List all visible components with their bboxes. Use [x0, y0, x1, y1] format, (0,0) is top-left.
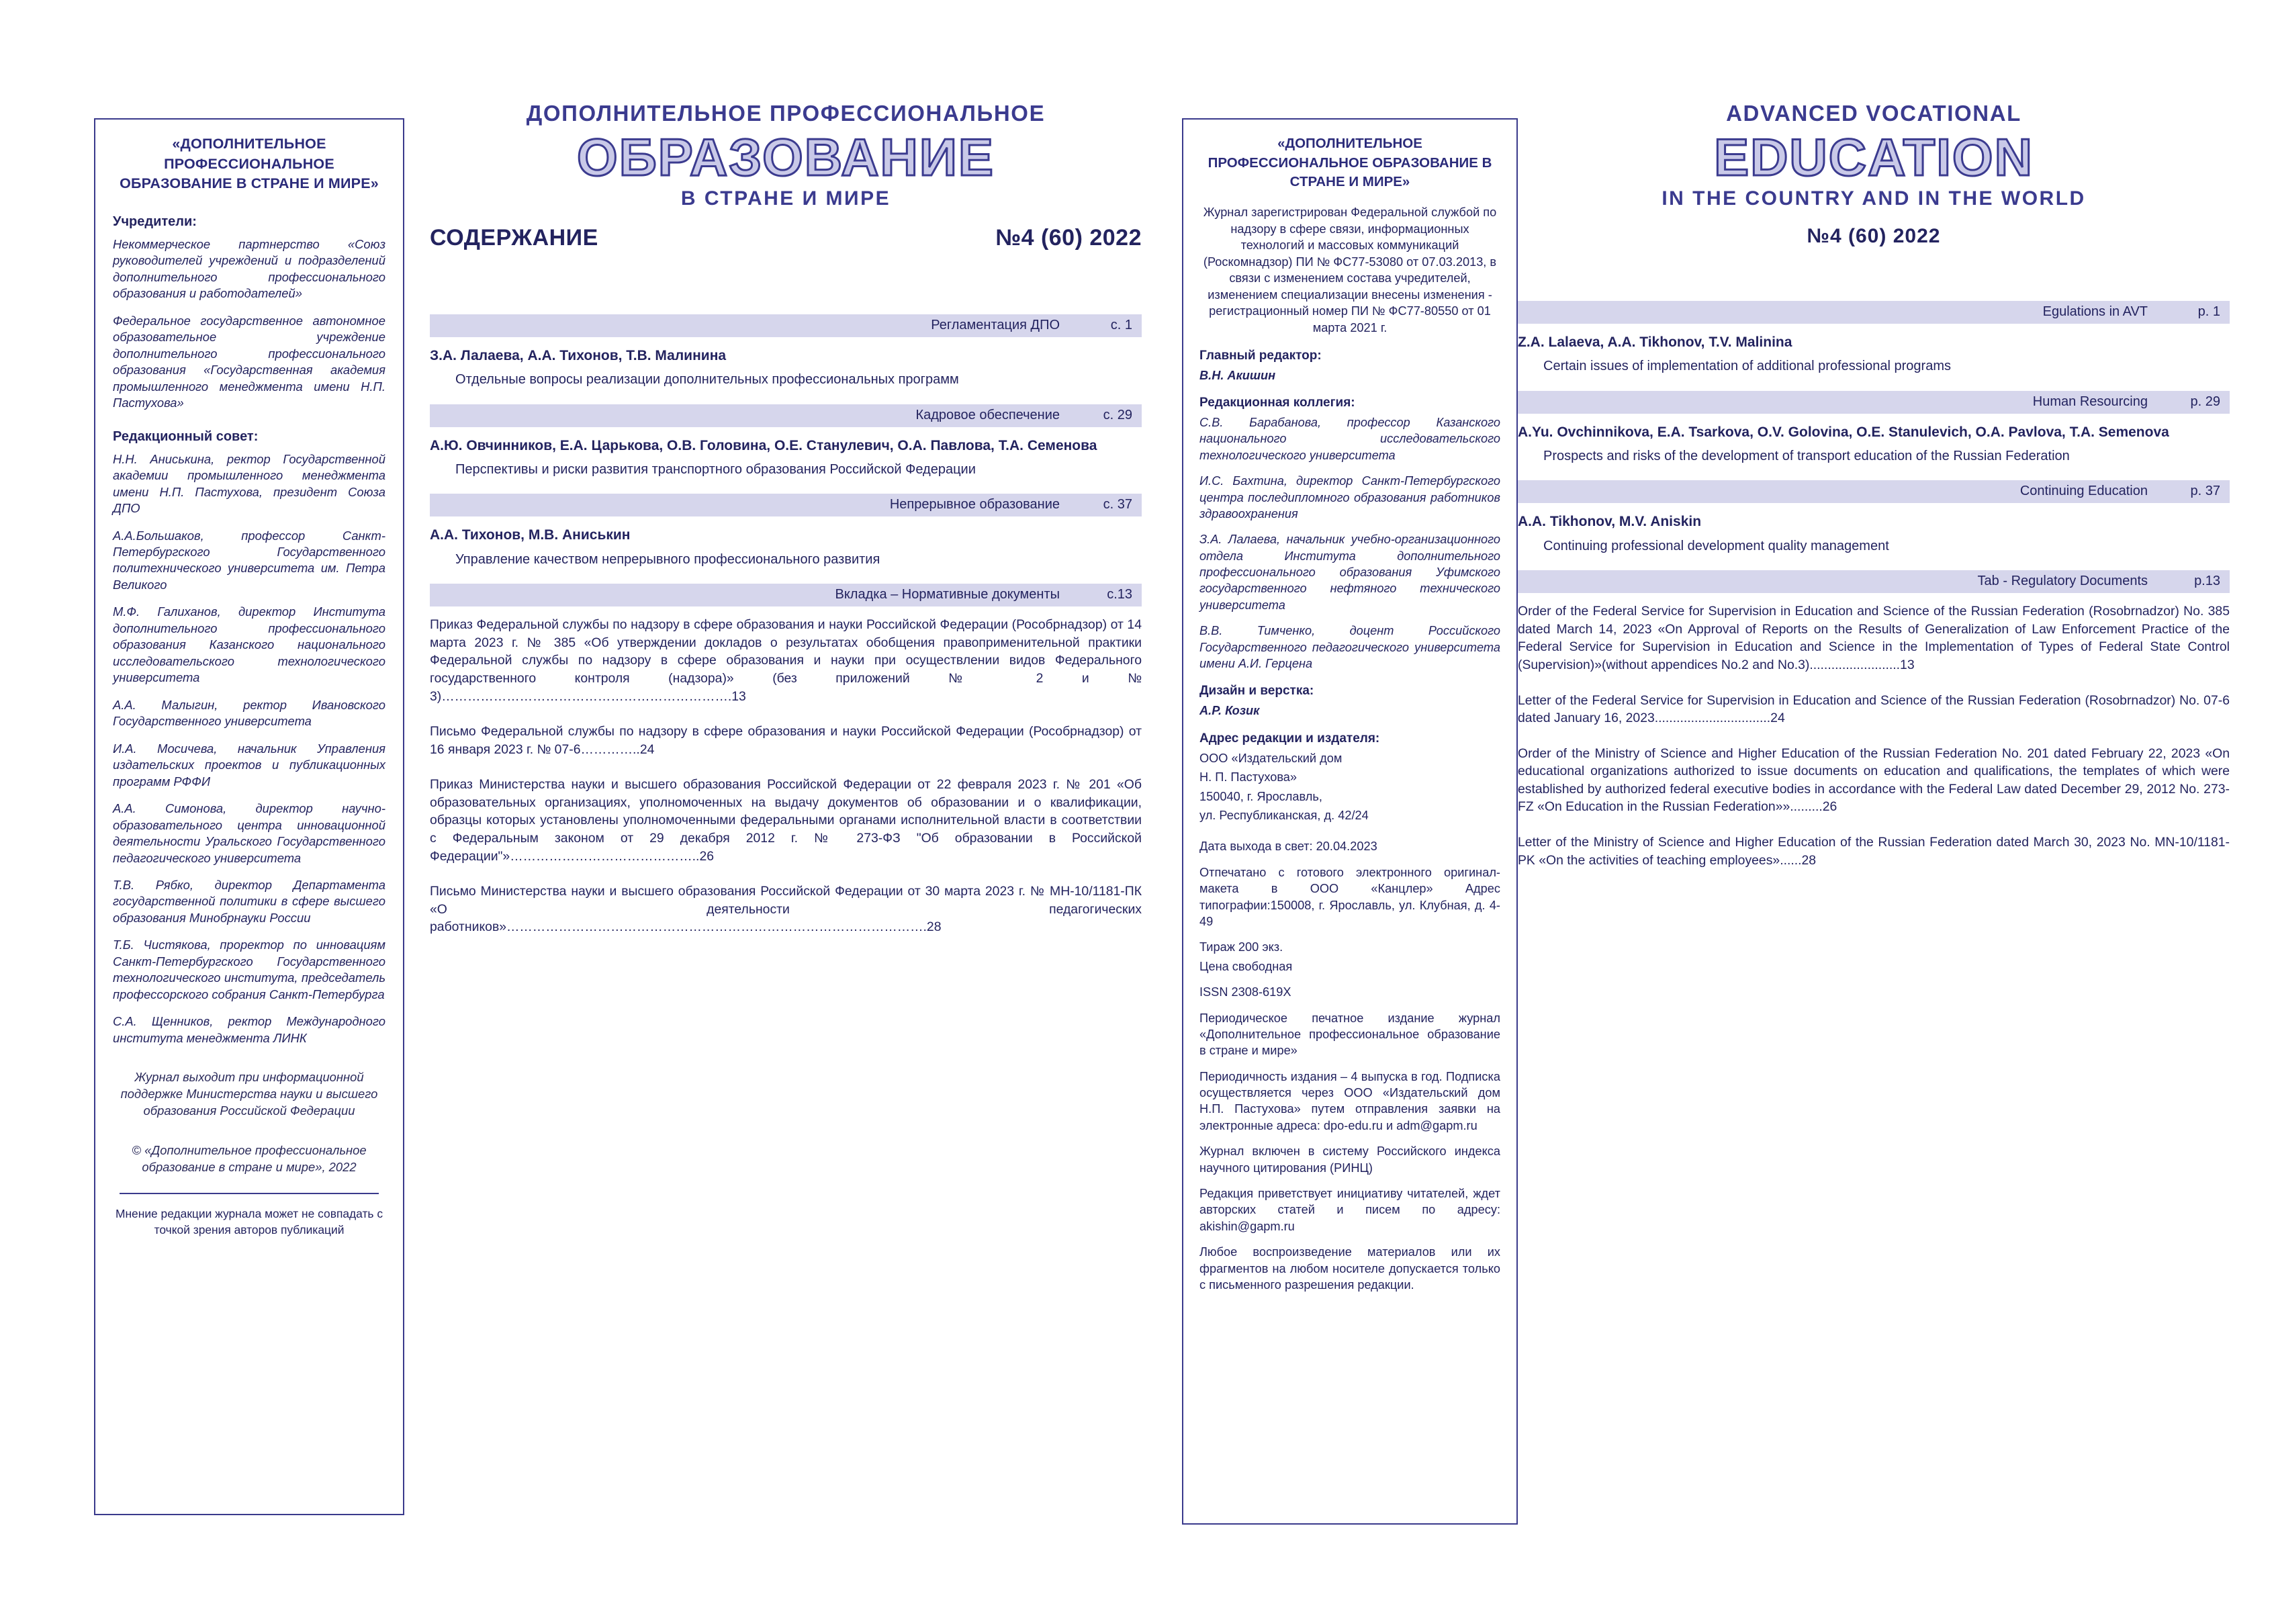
- toc-list-ru: [430, 302, 1142, 954]
- section-header-continuing-education-en[interactable]: [1518, 480, 2230, 503]
- toc-list-en: [1518, 289, 2230, 887]
- document-entry[interactable]: Letter of the Ministry of Science and Higher Education of the Russian Federation dated March 30, 2023 No. MN-10/1181-PK «On the activities of teaching employees»......28: [1518, 834, 2230, 868]
- divider: [120, 1193, 379, 1194]
- section-name: Вкладка – Нормативные документы: [835, 587, 1060, 602]
- editorial-board-heading: Редакционная коллегия:: [1199, 395, 1355, 410]
- left-page: [94, 101, 1142, 1558]
- article-title[interactable]: Prospects and risks of the development of transport education of the Russian Federation: [1543, 449, 2070, 464]
- article-authors: А.А. Тихонов, М.В. Аниськин: [430, 527, 631, 543]
- section-page: с. 1: [1110, 318, 1132, 332]
- section-page: с. 29: [1103, 407, 1132, 422]
- design-heading: Дизайн и верстка:: [1199, 684, 1314, 698]
- information-support-note: Журнал выходит при информационной поддержке Министерства науки и высшего образования Российской Федерации: [120, 1070, 378, 1118]
- board-member: З.А. Лалаева, начальник учебно-организационного отдела Института дополнительного профессионального образования Уфимского государственного нефтяного технического университета: [1199, 533, 1500, 612]
- reproduction-note: Любое воспроизведение материалов или их фрагментов на любом носителе допускается только с письменного разрешения редакции.: [1199, 1245, 1500, 1292]
- right-page: [1182, 101, 2230, 1558]
- masthead-kicker-en: ADVANCED VOCATIONAL: [1726, 101, 2021, 126]
- council-member: И.А. Мосичева, начальник Управления издательских проектов и публикационных программ РФФИ: [113, 741, 385, 788]
- masthead-title-en: EDUCATION: [1714, 128, 2034, 187]
- address-line: 150040, г. Ярославль,: [1199, 789, 1322, 803]
- board-member: И.С. Бахтина, директор Санкт-Петербургского центра последипломного образования работников здравоохранения: [1199, 474, 1500, 521]
- price: Цена свободная: [1199, 959, 1293, 973]
- masthead-subtitle-ru: В СТРАНЕ И МИРЕ: [680, 187, 891, 210]
- article-authors: A.A. Tikhonov, M.V. Aniskin: [1518, 514, 1702, 530]
- rinc-note: Журнал включен в систему Российского индекса научного цитирования (РИНЦ): [1199, 1144, 1500, 1175]
- release-date: Дата выхода в свет: 20.04.2023: [1199, 840, 1377, 854]
- address-heading: Адрес редакции и издателя:: [1199, 731, 1380, 746]
- masthead-kicker-ru: ДОПОЛНИТЕЛЬНОЕ ПРОФЕССИОНАЛЬНОЕ: [526, 101, 1046, 126]
- registration-note: Журнал зарегистрирован Федеральной службой по надзору в сфере связи, информационных технологий и массовых коммуникаций (Роскомнадзор) ПИ № ФС77-53080 от 07.03.2013, в связи с изменением состава учредителей, изменением специализации внесены изменения - регистрационный номер ПИ № ФС77-80550 от 01 марта 2021 г.: [1203, 206, 1497, 334]
- printing-info: Отпечатано с готового электронного оригинал-макета в ООО «Канцлер» Адрес типографии:150008, г. Ярославль, ул. Клубная, д. 4-49: [1199, 865, 1500, 928]
- council-member: Н.Н. Аниськина, ректор Государственной академии промышленного менеджмента имени Н.П. Пастухова, президент Союза ДПО: [113, 451, 385, 516]
- section-page: p. 37: [2190, 484, 2220, 499]
- toc-label: СОДЕРЖАНИЕ: [430, 225, 598, 251]
- design-name: А.Р. Козик: [1199, 704, 1260, 718]
- founder-item: Некоммерческое партнерство «Союз руководителей учреждений и подразделений дополнительного профессионального образования и работодателей»: [113, 236, 385, 301]
- document-entry[interactable]: Letter of the Federal Service for Supervision in Education and Science of the Russian Federation (Rosobrnadzor) No. 07-6 dated January 16, 2023................................24: [1518, 692, 2230, 726]
- section-header-regulations-en[interactable]: [1518, 301, 2230, 324]
- section-header-regulatory-documents-en[interactable]: [1518, 570, 2230, 593]
- document-entry[interactable]: Order of the Ministry of Science and Higher Education of the Russian Federation No. 201 dated February 22, 2023 «On educational organizations authorized to issue documents on education and qualifications, the templates of which were established by authorized federal executive bodies in accordance with the Federal Law dated December 29, 2012 No. 273-FZ «On Education in the Russian Federation»».........26: [1518, 746, 2230, 815]
- section-header-human-resourcing-en[interactable]: [1518, 391, 2230, 414]
- section-name: Кадровое обеспечение: [915, 407, 1060, 422]
- article-title[interactable]: Отдельные вопросы реализации дополнительных профессиональных программ: [455, 372, 959, 388]
- section-page: p. 29: [2190, 394, 2220, 409]
- section-header-continuing[interactable]: [430, 494, 1142, 516]
- article-authors: A.Yu. Ovchinnikova, E.A. Tsarkova, O.V. Golovina, O.E. Stanulevich, O.A. Pavlova, T.A. Semenova: [1518, 424, 2169, 440]
- council-member: С.А. Щенников, ректор Международного института менеджмента ЛИНК: [113, 1014, 385, 1045]
- circulation: Тираж 200 экз.: [1199, 940, 1283, 954]
- section-page: с. 37: [1103, 497, 1132, 512]
- document-entry[interactable]: Приказ Федеральной службы по надзору в сфере образования и науки Российской Федерации (Рособрнадзор) от 14 марта 2023 г. № 385 «Об утверждении докладов о результатах обобщения правоприменительной практики Федеральной службы по надзору в сфере образования и науки при осуществлении видов Федерального государственного контроля (надзора)» (без приложений № 2 и № 3)………………………………………………………….13: [430, 617, 1142, 704]
- editorial-disclaimer: Мнение редакции журнала может не совпадать с точкой зрения авторов публикаций: [115, 1207, 383, 1236]
- council-member: Т.В. Рябко, директор Департамента государственной политики в сфере высшего образования Минобрнауки России: [113, 877, 385, 925]
- masthead-ru: [430, 101, 1142, 251]
- editor-in-chief-heading: Главный редактор:: [1199, 348, 1322, 363]
- council-member: М.Ф. Галиханов, директор Института дополнительного профессионального образования Казанского национального исследовательского технологического университета: [113, 604, 385, 685]
- document-entry[interactable]: Order of the Federal Service for Supervision in Education and Science of the Russian Federation (Rosobrnadzor) No. 385 dated March 14, 2023 «On Approval of Reports on the Results of Generalization of Law Enforcement Practice of the Federal Service for Supervision in Education and Science in the Implementation of Types of Federal State Control (Supervision)»(without appendices No.2 and No.3).........................13: [1518, 604, 2230, 672]
- article-authors: А.Ю. Овчинников, Е.А. Царькова, О.В. Головина, О.Е. Станулевич, О.А. Павлова, Т.А. Семенова: [430, 437, 1097, 453]
- journal-title-imprint: «ДОПОЛНИТЕЛЬНОЕ ПРОФЕССИОНАЛЬНОЕ ОБРАЗОВАНИЕ В СТРАНЕ И МИРЕ»: [1208, 136, 1492, 190]
- address-line: ООО «Издательский дом: [1199, 751, 1343, 765]
- journal-title-ru: «ДОПОЛНИТЕЛЬНОЕ ПРОФЕССИОНАЛЬНОЕ ОБРАЗОВАНИЕ В СТРАНЕ И МИРЕ»: [120, 136, 379, 192]
- section-name: Human Resourcing: [2032, 394, 2148, 409]
- section-header-regulation[interactable]: [430, 314, 1142, 337]
- section-name: Регламентация ДПО: [931, 318, 1060, 332]
- section-page: с.13: [1107, 587, 1132, 602]
- section-header-staffing[interactable]: [430, 404, 1142, 427]
- article-title[interactable]: Continuing professional development quality management: [1543, 538, 1889, 553]
- section-name: Tab - Regulatory Documents: [1977, 574, 2148, 589]
- copyright-note: © «Дополнительное профессиональное образование в стране и мире», 2022: [132, 1142, 367, 1174]
- article-title[interactable]: Управление качеством непрерывного профессионального развития: [455, 551, 880, 567]
- issue-number-ru: №4 (60) 2022: [995, 225, 1142, 251]
- founders-heading: Учредители:: [113, 214, 197, 229]
- masthead-en: [1518, 101, 2230, 248]
- masthead-title-ru: ОБРАЗОВАНИЕ: [577, 128, 995, 187]
- subscription-frequency: Периодичность издания – 4 выпуска в год. Подписка осуществляется через ООО «Издательский дом Н.П. Пастухова» путем отправления заявки на электронные адреса: dpo-edu.ru и adm@gapm.ru: [1199, 1069, 1500, 1132]
- masthead-subtitle-en: IN THE COUNTRY AND IN THE WORLD: [1662, 187, 2086, 210]
- issue-number-en: №4 (60) 2022: [1807, 225, 1941, 248]
- periodical-note: Периодическое печатное издание журнал «Дополнительное профессиональное образование в стране и мире»: [1199, 1011, 1500, 1058]
- section-header-regulatory-documents[interactable]: [430, 584, 1142, 606]
- article-title[interactable]: Certain issues of implementation of additional professional programs: [1543, 359, 1951, 374]
- left-sidebar-founders-panel: [94, 118, 404, 1515]
- board-member: В.В. Тимченко, доцент Российского Государственного педагогического университета имени А.И. Герцена: [1199, 624, 1500, 671]
- section-name: Continuing Education: [2019, 484, 2148, 499]
- editorial-council-heading: Редакционный совет:: [113, 428, 259, 444]
- council-member: А.А. Симонова, директор научно-образовательного центра инновационной деятельности Уральского Государственного педагогического университета: [113, 801, 385, 865]
- section-page: p. 1: [2197, 304, 2220, 319]
- address-line: ул. Республиканская, д. 42/24: [1199, 808, 1369, 822]
- article-authors: Z.A. Lalaeva, A.A. Tikhonov, T.V. Malinina: [1518, 334, 1792, 350]
- article-authors: З.А. Лалаева, А.А. Тихонов, Т.В. Малинина: [430, 348, 727, 363]
- letters-note: Редакция приветствует инициативу читателей, ждет авторских статей и писем по адресу: akishin@gapm.ru: [1199, 1187, 1500, 1233]
- board-member: С.В. Барабанова, профессор Казанского национального исследовательского технологического университета: [1199, 415, 1500, 462]
- council-member: А.А. Малыгин, ректор Ивановского Государственного университета: [113, 697, 385, 729]
- document-entry[interactable]: Письмо Федеральной службы по надзору в сфере образования и науки Российской Федерации (Рособрнадзор) от 16 января 2023 г. № 07-6…………..24: [430, 724, 1142, 757]
- address-line: Н. П. Пастухова»: [1199, 770, 1298, 784]
- section-name: Egulations in AVT: [2042, 304, 2148, 319]
- section-name: Непрерывное образование: [889, 497, 1060, 512]
- council-member: Т.Б. Чистякова, проректор по инновациям Санкт-Петербургского Государственного технологического института, председатель профессорского собрания Санкт-Петербурга: [113, 938, 385, 1001]
- section-page: p.13: [2194, 574, 2220, 589]
- article-title[interactable]: Перспективы и риски развития транспортного образования Российской Федерации: [455, 462, 976, 478]
- document-entry[interactable]: Письмо Министерства науки и высшего образования Российской Федерации от 30 марта 2023 г. № МН-10/1181-ПК «О деятельности педагогических работников»…………………………………………………………………………………….28: [430, 884, 1142, 935]
- founder-item: Федеральное государственное автономное образовательное учреждение дополнительного профессионального образования «Государственная академия промышленного менеджмента имени Н.П. Пастухова»: [113, 313, 385, 410]
- council-member: А.А.Большаков, профессор Санкт-Петербургского Государственного политехнического университета им. Петра Великого: [113, 528, 385, 592]
- issn: ISSN 2308-619Х: [1199, 985, 1291, 999]
- editor-in-chief-name: В.Н. Акишин: [1199, 368, 1276, 382]
- document-entry[interactable]: Приказ Министерства науки и высшего образования Российской Федерации от 22 февраля 2023 г. № 201 «Об образовательных организациях, уполномоченных на выдачу документов об образовании и о квалификации, образцы которых установлены уполномоченными федеральными органами исполнительной власти в соответствии с Федеральным законом от 29 декабря 2012 г. № 273-ФЗ "Об образовании в Российской Федерации"»……………………………………..26: [430, 777, 1142, 864]
- toc-header-row: [430, 225, 1142, 251]
